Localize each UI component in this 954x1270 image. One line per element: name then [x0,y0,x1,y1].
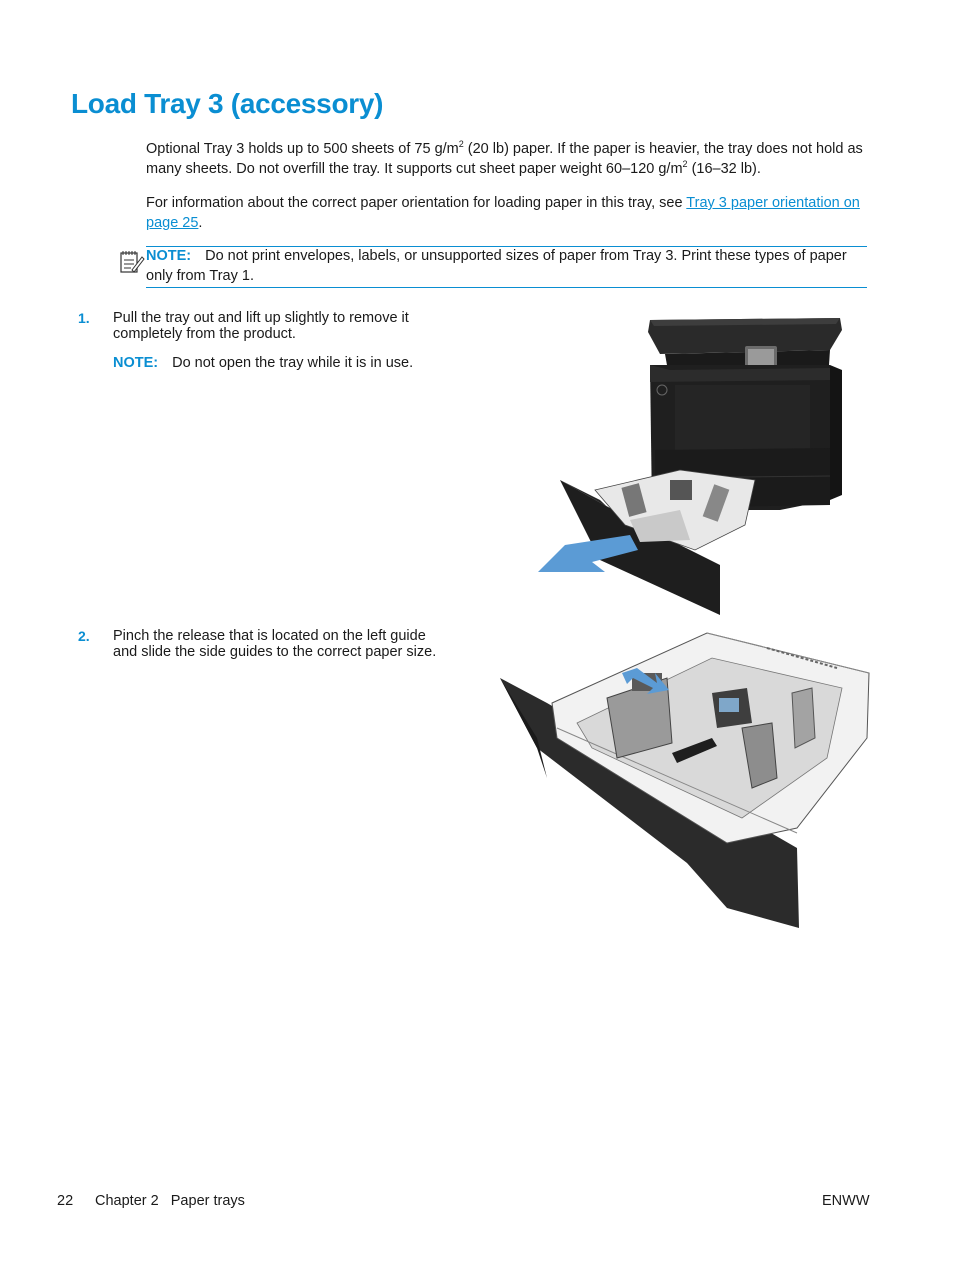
page-title: Load Tray 3 (accessory) [71,88,384,119]
note [146,246,867,286]
note-label: NOTE: [146,248,192,264]
step-1-number: 1. [78,310,90,326]
footer-label: ENWW [822,1193,870,1209]
printer-tray-removal-illustration [530,310,850,615]
tray-side-guides-illustration [497,628,875,933]
footer-page-number: 22 [57,1193,74,1209]
step-1-note [113,355,413,371]
note-icon [118,248,144,274]
intro-paragraph-1: Optional Tray 3 holds up to 500 sheets of 75 $g/m^2$ (20 lb) paper. If the paper is heavier, the tray does not hold as many sheets. Do not overfill the tray. It supports cut sheet paper weight 60–120 $g/m^2$ (16–32 lb). [146,139,863,177]
intro-paragraph-2: For information about the correct paper orientation for loading paper in this tray, see Tray 3 paper orientation on page 25. [146,195,860,231]
step-2-number: 2. [78,628,90,644]
step-1-note-text: Do not open the tray while it is in use. [172,355,414,371]
step-1-note-label: NOTE: [113,355,159,371]
orientation-link[interactable]: Tray 3 paper orientation on page 25 [146,195,860,231]
note-text: Do not print envelopes, labels, or unsupported sizes of paper from Tray 3. Print these types of paper only from Tray 1. [146,248,847,284]
step-1-text: Pull the tray out and lift up slightly to remove it completely from the product. [113,310,409,342]
footer-chapter: Chapter 2 Paper trays [95,1193,245,1209]
step-2-text: Pinch the release that is located on the left guide and slide the side guides to the correct paper size. [113,628,437,660]
